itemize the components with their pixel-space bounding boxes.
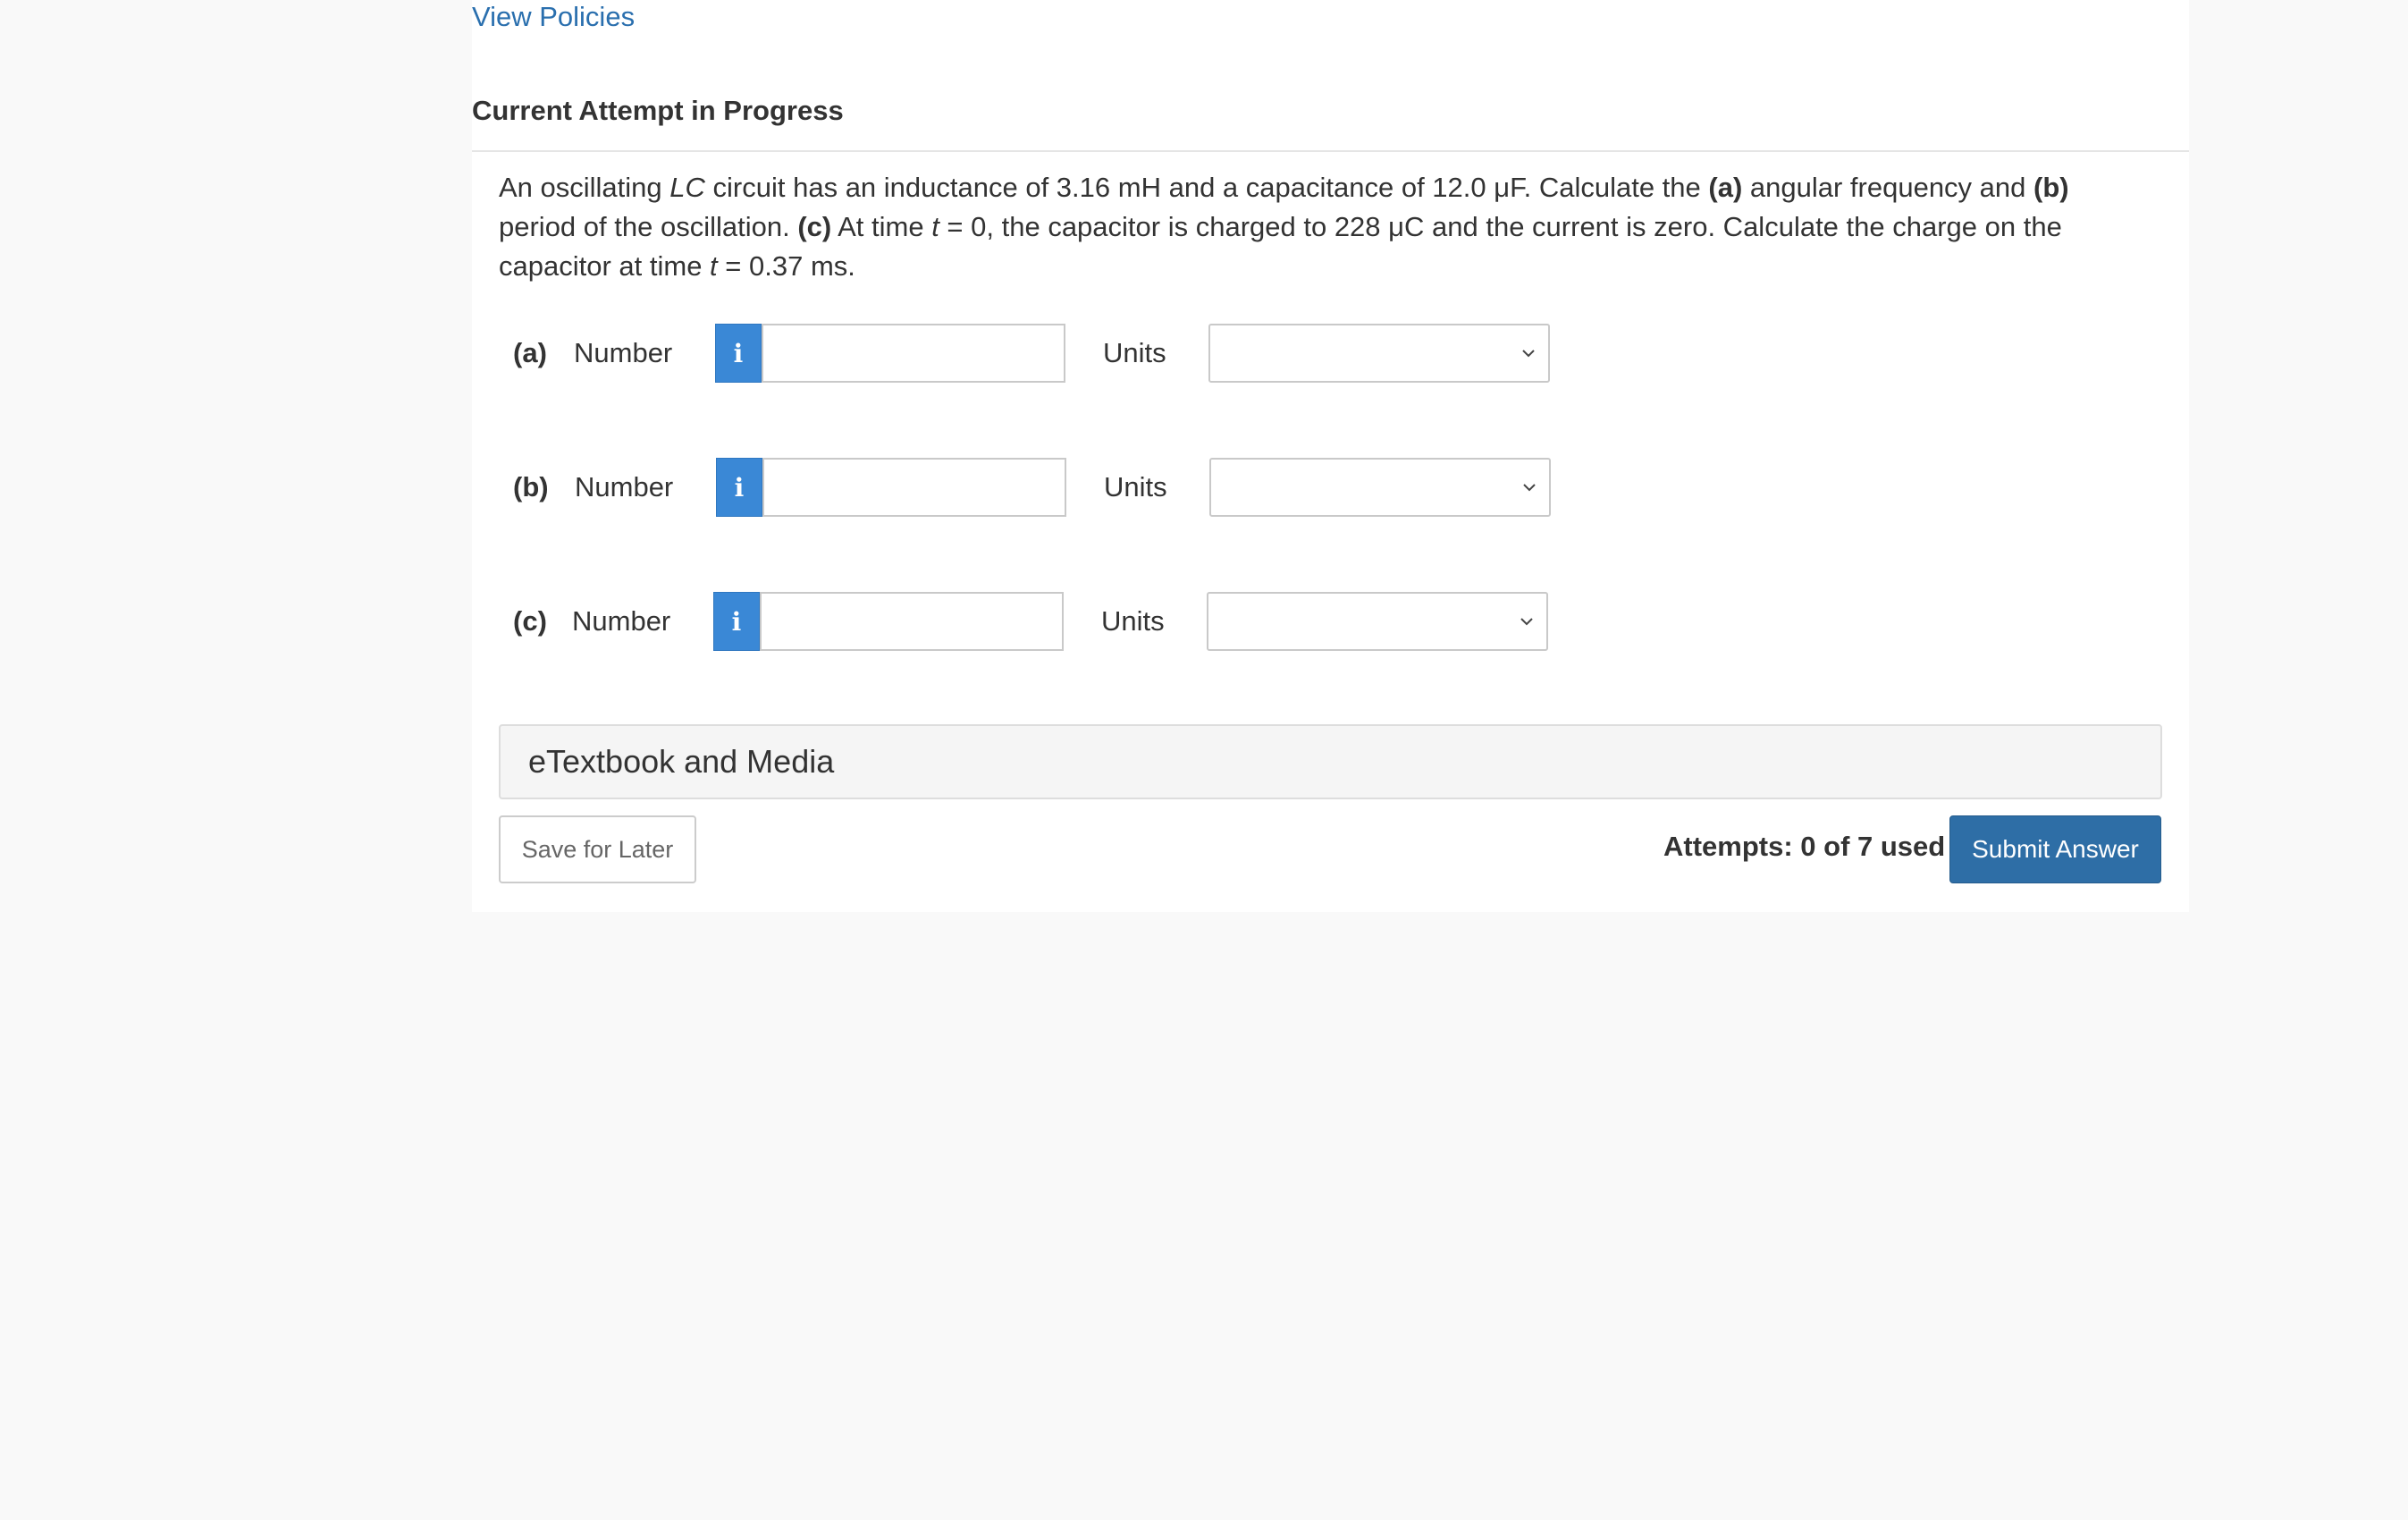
question-text bbox=[499, 168, 2148, 286]
attempt-title: Current Attempt in Progress bbox=[472, 95, 844, 126]
question-segment: t bbox=[710, 250, 718, 282]
number-label: Number bbox=[575, 471, 674, 502]
question-segment: (b) bbox=[2033, 172, 2069, 203]
attempts-counter: Attempts: 0 of 7 used bbox=[1663, 831, 1946, 862]
units-label: Units bbox=[1103, 337, 1166, 368]
etextbook-media-panel[interactable] bbox=[499, 724, 2162, 799]
units-select[interactable] bbox=[1207, 592, 1548, 651]
info-icon[interactable]: i bbox=[715, 324, 762, 383]
question-segment: An oscillating bbox=[499, 172, 670, 203]
question-segment: (a) bbox=[1708, 172, 1743, 203]
part-label: (c) bbox=[513, 605, 547, 637]
divider bbox=[472, 150, 2189, 152]
info-icon[interactable]: i bbox=[716, 458, 762, 517]
question-segment: (c) bbox=[797, 211, 832, 242]
view-policies-link[interactable]: View Policies bbox=[472, 1, 636, 32]
etextbook-label: eTextbook and Media bbox=[528, 743, 835, 780]
question-segment: = 0, the capacitor is charged to 228 μC and the current is zero. Calculate the charge on the capacitor at time bbox=[499, 211, 2062, 282]
question-segment: LC bbox=[669, 172, 705, 203]
save-for-later-button[interactable]: Save for Later bbox=[499, 815, 696, 883]
number-input[interactable] bbox=[760, 592, 1064, 651]
number-input[interactable] bbox=[762, 458, 1066, 517]
units-label: Units bbox=[1101, 605, 1165, 637]
number-input[interactable] bbox=[762, 324, 1065, 383]
info-icon[interactable]: i bbox=[713, 592, 760, 651]
chevron-down-icon bbox=[1519, 474, 1540, 501]
question-segment: angular frequency and bbox=[1742, 172, 2034, 203]
question-segment: t bbox=[931, 211, 939, 242]
question-segment: = 0.37 ms. bbox=[717, 250, 855, 282]
chevron-down-icon bbox=[1516, 608, 1537, 635]
units-select[interactable] bbox=[1208, 324, 1550, 383]
question-segment: At time bbox=[831, 211, 932, 242]
units-select[interactable] bbox=[1209, 458, 1551, 517]
number-label: Number bbox=[574, 337, 673, 368]
question-segment: period of the oscillation. bbox=[499, 211, 798, 242]
part-label: (a) bbox=[513, 337, 547, 368]
units-label: Units bbox=[1104, 471, 1167, 502]
part-label: (b) bbox=[513, 471, 549, 502]
question-segment: circuit has an inductance of 3.16 mH and a capacitance of 12.0 μF. Calculate the bbox=[704, 172, 1709, 203]
submit-answer-button[interactable]: Submit Answer bbox=[1949, 815, 2161, 883]
chevron-down-icon bbox=[1518, 340, 1539, 367]
number-label: Number bbox=[572, 605, 671, 637]
